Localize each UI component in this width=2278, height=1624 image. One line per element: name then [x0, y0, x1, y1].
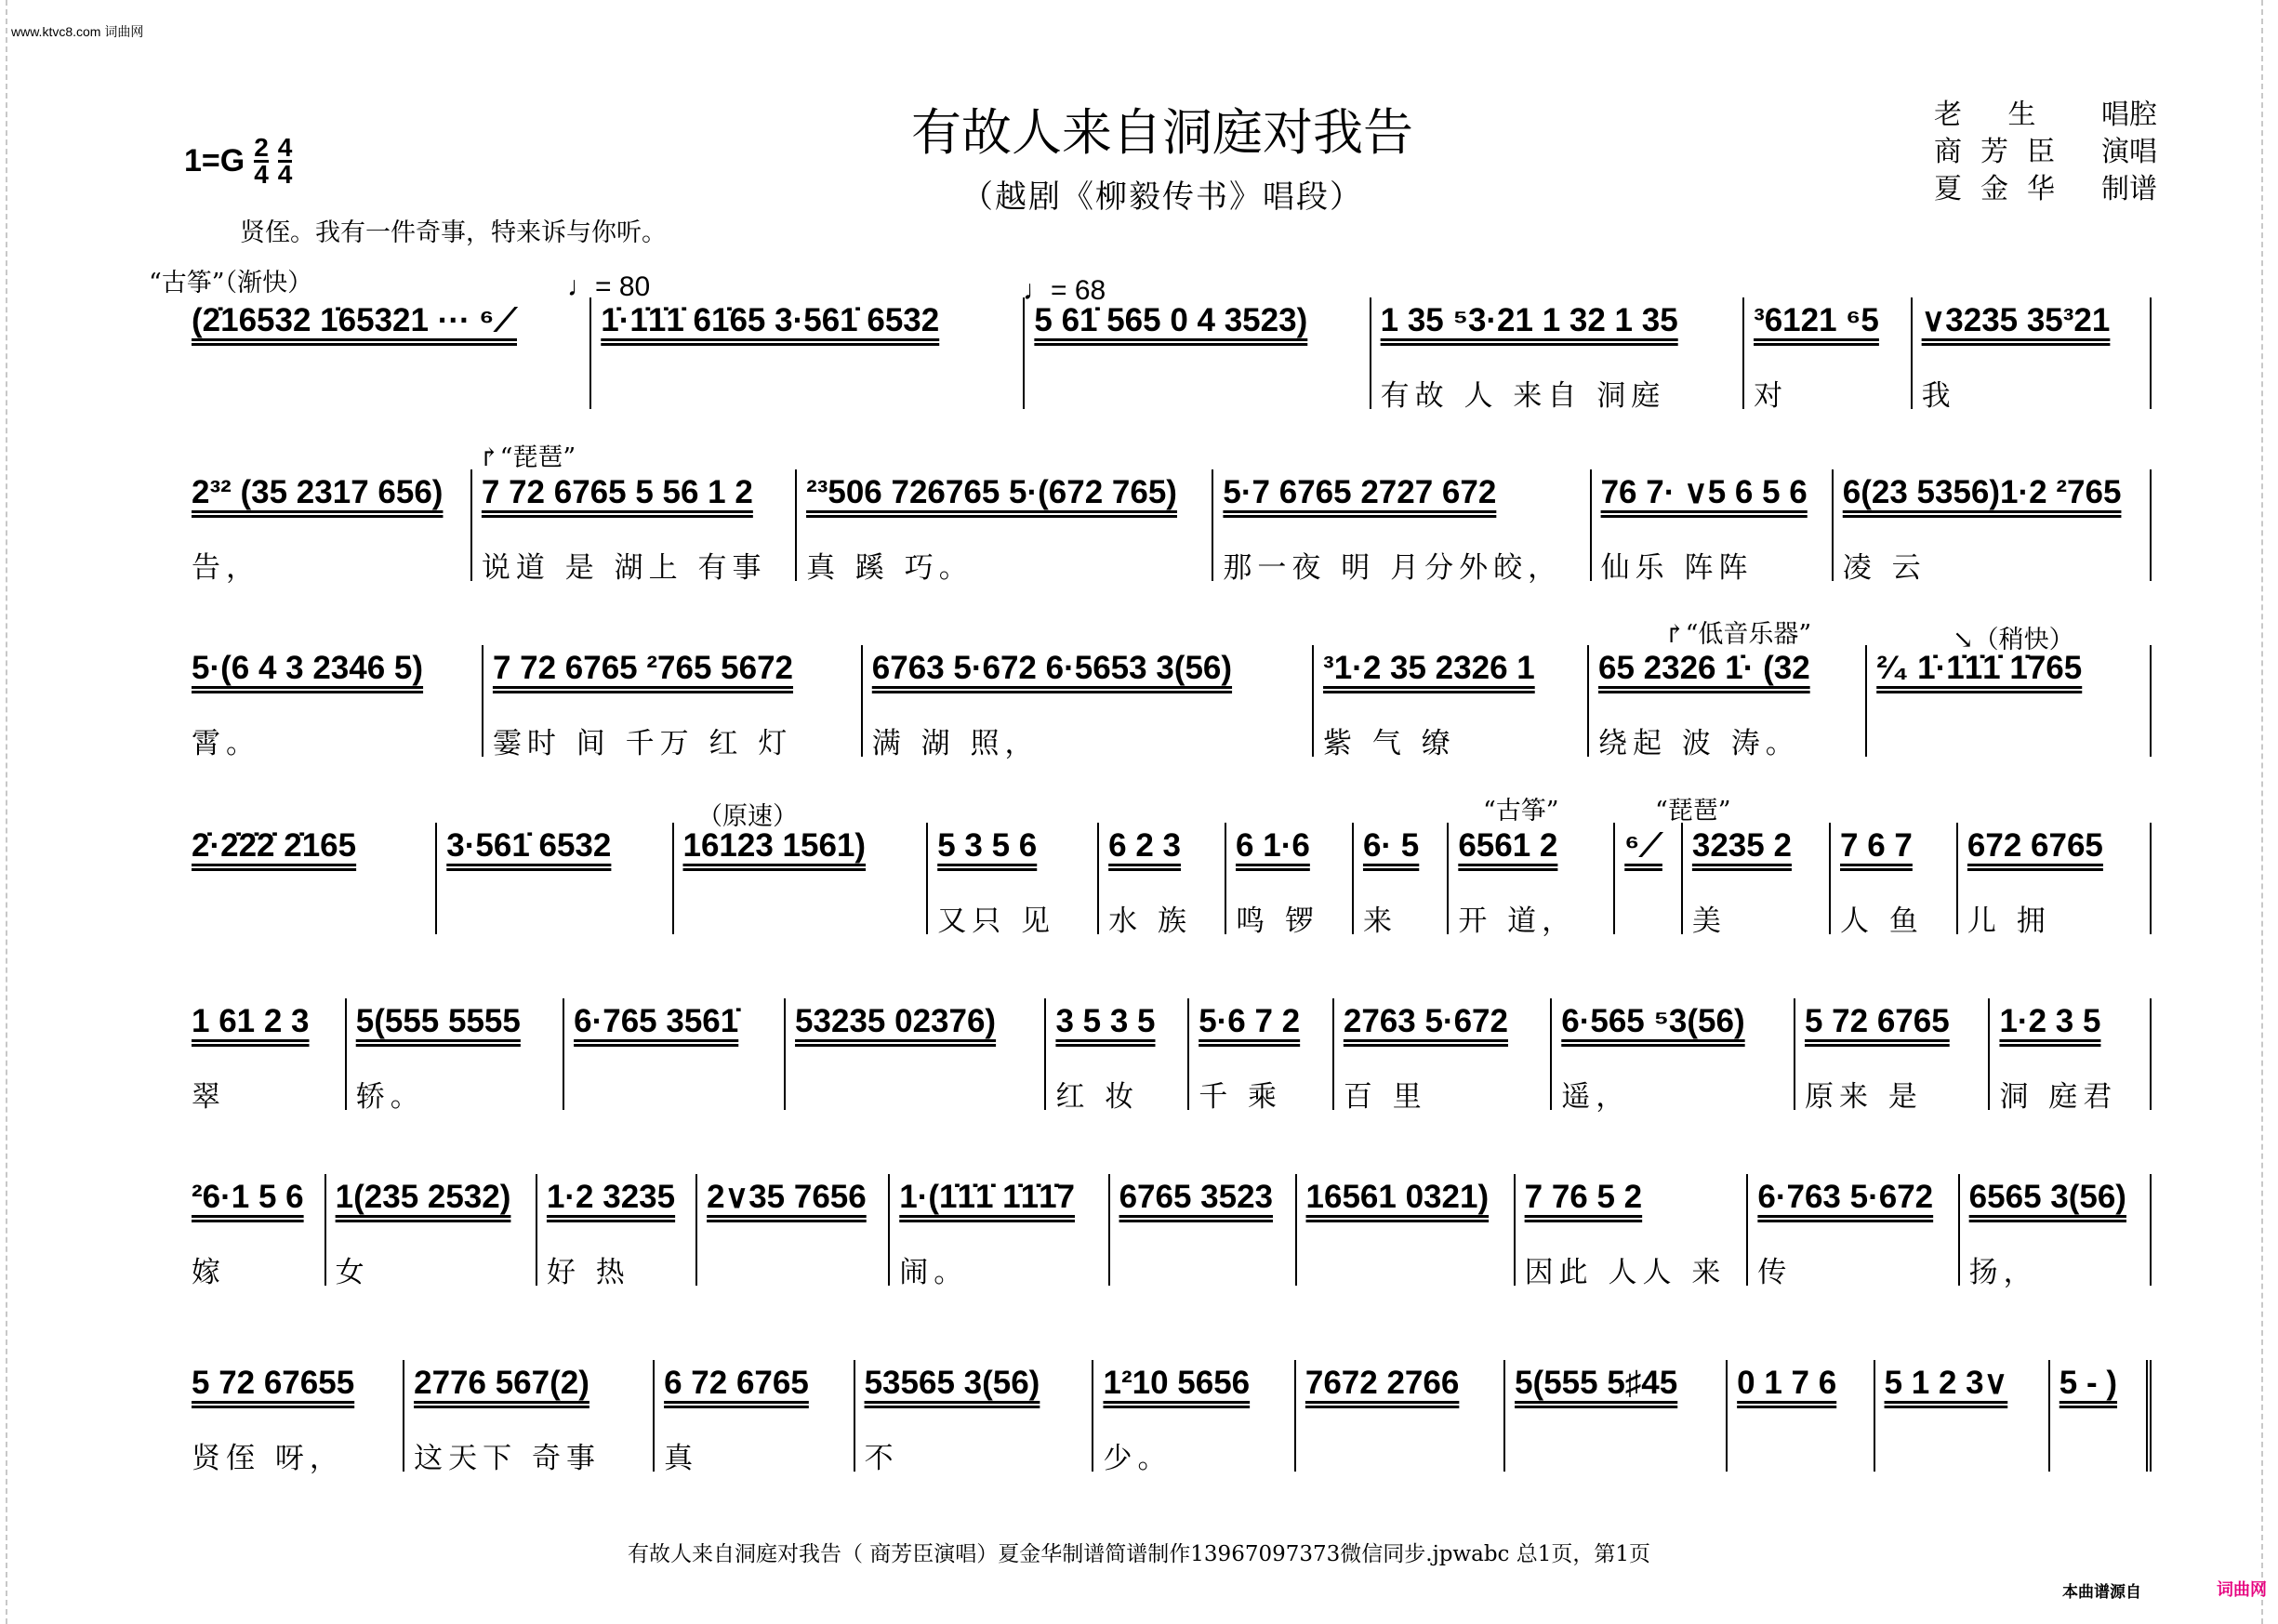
measure-notes: 6561 2	[1458, 827, 1558, 864]
annotation-original-tempo: （原速）	[697, 802, 798, 831]
measure-notes: 7 72 6765 5 56 1 2	[481, 474, 753, 510]
measure-notes: 16123 1561)	[682, 827, 867, 864]
measure	[855, 1360, 1094, 1475]
measure	[1334, 998, 1552, 1114]
time-num: 2	[254, 133, 269, 162]
measure-notes: 76 7· ∨5 6 5 6	[1600, 474, 1808, 510]
measure	[1615, 823, 1683, 934]
measure-lyric: 遥，	[1561, 1080, 1631, 1114]
measure	[1834, 469, 2152, 585]
measure-notes: 16561 0321)	[1305, 1179, 1490, 1215]
measure-notes: 3·561̇ 6532	[446, 827, 612, 864]
time-signature-4-4	[277, 133, 293, 189]
measure	[472, 469, 797, 585]
measure	[1371, 297, 1744, 413]
measure-notes: 7672 2766	[1305, 1365, 1460, 1401]
measure	[1958, 823, 2152, 938]
measure	[437, 823, 673, 934]
measure-notes: 3 5 3 5	[1055, 1003, 1156, 1039]
measure	[1449, 823, 1615, 938]
measure-lyric: 鸣 锣	[1236, 904, 1319, 938]
measure	[786, 998, 1046, 1110]
measure-lyric: 不	[864, 1442, 899, 1475]
measure-notes: ³6121 ⁶5	[1754, 302, 1879, 338]
measure-lyric	[1034, 372, 1359, 409]
spoken-line: 贤侄。我有一件奇事，特来诉与你听。	[240, 218, 667, 247]
measure-notes: 53565 3(56)	[864, 1365, 1040, 1401]
measure	[1683, 823, 1831, 938]
measure	[697, 1174, 890, 1286]
measure-notes: ∨3235 35³21	[1921, 302, 2111, 338]
credit-role: 制谱	[2101, 173, 2157, 205]
song-subtitle: （越剧《柳毅传书》唱段）	[961, 178, 1363, 216]
measure	[863, 645, 1314, 760]
annotation-bass-instruments: ↱“低音乐器”	[1664, 620, 1812, 649]
measure-notes: ⁶⟋	[1624, 827, 1662, 864]
measure-notes: 3235 2	[1691, 827, 1792, 864]
measure-notes: 1 61 2 3	[192, 1003, 310, 1039]
measure-notes: 6·565 ⁵3(56)	[1561, 1003, 1745, 1039]
measure-notes: 7 6 7	[1840, 827, 1913, 864]
measure-notes: 6765 3523	[1119, 1179, 1274, 1215]
time-num: 4	[277, 133, 293, 162]
tempo-80: ♩= 80	[567, 271, 651, 302]
measure-lyric: 红 妆	[1055, 1080, 1140, 1114]
credit-line	[1934, 97, 2157, 134]
measure	[1795, 998, 1990, 1114]
annotation-guzheng: “古筝”	[1483, 797, 1559, 825]
measure-notes: 6· 5	[1362, 827, 1420, 864]
measure-notes: 6 72 6765	[664, 1365, 809, 1401]
measure-lyric: 我	[1921, 379, 1956, 413]
measure	[1516, 1174, 1749, 1289]
measure-lyric	[2059, 1434, 2137, 1472]
measure	[1592, 469, 1834, 585]
measure	[1728, 1360, 1874, 1472]
measure-lyric	[1876, 720, 2140, 757]
measure	[1505, 1360, 1728, 1472]
measure	[655, 1360, 854, 1475]
measure-notes: ²⁄₄ 1̇·1̇1̇1̇ 1̇765	[1876, 650, 2083, 686]
measure	[1354, 823, 1449, 938]
measure-notes: 6 1·6	[1236, 827, 1310, 864]
measure-notes: 0 1 7 6	[1737, 1365, 1837, 1401]
measure	[1025, 297, 1371, 409]
measure	[1875, 1360, 2050, 1472]
measure	[674, 823, 929, 934]
key-signature	[184, 133, 293, 189]
measure	[1990, 998, 2152, 1114]
annotation-pipa: ↱“琵琶”	[479, 443, 576, 472]
song-title: 有故人来自洞庭对我告	[911, 103, 1413, 162]
measure	[182, 823, 437, 934]
right-page-edge	[2261, 0, 2263, 1624]
measure-notes: 2∨35 7656	[707, 1179, 867, 1215]
measure-notes: 2̇·2̇2̇2̇ 2̇165	[192, 827, 357, 864]
measure-lyric	[1624, 897, 1672, 934]
measure	[1589, 645, 1867, 760]
credit-line	[1934, 134, 2157, 171]
measure	[564, 998, 786, 1110]
score-row	[182, 469, 2152, 585]
measure	[1744, 297, 1913, 413]
score-row	[182, 297, 2152, 413]
measure	[1110, 1174, 1297, 1286]
measure	[182, 645, 483, 760]
key-label: 1=G	[184, 143, 245, 178]
score-row	[182, 823, 2152, 938]
measure-notes: 53235 02376)	[795, 1003, 997, 1039]
measure-lyric: 扬，	[1968, 1256, 2038, 1289]
score-row	[182, 1174, 2152, 1289]
measure-lyric: 有故 人 来自 洞庭	[1380, 379, 1666, 413]
measure-lyric: 闹。	[899, 1256, 969, 1289]
measure-lyric	[192, 372, 580, 409]
measure-notes: 1²10 5656	[1103, 1365, 1251, 1401]
measure	[1831, 823, 1958, 938]
score-row	[182, 1360, 2152, 1475]
measure-lyric: 真	[664, 1442, 699, 1475]
measure-lyric	[192, 897, 426, 934]
measure-lyric: 来	[1362, 904, 1397, 938]
measure-notes: 5 - )	[2059, 1365, 2118, 1401]
measure-notes: 1̇·1̇1̇1̇ 61̇65 3·561̇ 6532	[601, 302, 940, 338]
annotation-slightly-faster: ↘（稍快）	[1953, 626, 2074, 654]
measure-lyric: 轿。	[355, 1080, 425, 1114]
measure-lyric: 传	[1757, 1256, 1793, 1289]
measure	[1748, 1174, 1959, 1289]
measure	[182, 998, 347, 1114]
measure-lyric: 开 道，	[1458, 904, 1577, 938]
measure-notes: 2³² (35 2317 656)	[192, 474, 444, 510]
measure-lyric	[1737, 1434, 1863, 1472]
measure	[591, 297, 1025, 409]
measure-lyric: 说道 是 湖上 有事	[481, 551, 767, 585]
measure-notes: 5(555 5♯45	[1515, 1365, 1678, 1401]
measure	[326, 1174, 537, 1289]
measure-lyric: 贤侄 呀，	[192, 1442, 344, 1475]
measure-notes: 5 1 2 3∨	[1884, 1365, 2008, 1401]
measure-notes: 5·7 6765 2727 672	[1223, 474, 1497, 510]
measure-lyric: 霎时 间 千万 红 灯	[492, 727, 793, 760]
measure-notes: 5(555 5555	[355, 1003, 521, 1039]
site-watermark: www.ktvc8.com 词曲网	[11, 24, 144, 39]
tempo-68: ♩= 68	[1023, 275, 1106, 306]
measure-lyric	[1885, 1434, 2039, 1472]
measure-lyric: 告，	[192, 551, 260, 585]
measure-notes: 2763 5·672	[1343, 1003, 1508, 1039]
score-row	[182, 645, 2152, 760]
measure-lyric	[707, 1248, 879, 1286]
annotation-pipa-2: “琵琶”	[1655, 797, 1731, 825]
left-page-edge	[6, 0, 7, 1624]
measure-notes: 5 72 6765	[1804, 1003, 1950, 1039]
measure-lyric: 因此 人人 来	[1524, 1256, 1727, 1289]
measure	[483, 645, 863, 760]
measure-lyric	[795, 1073, 1035, 1110]
credit-role: 演唱	[2101, 136, 2157, 168]
measure-lyric	[446, 897, 662, 934]
measure-lyric	[574, 1073, 775, 1110]
measure	[1226, 823, 1354, 938]
measure-notes: ²6·1 5 6	[192, 1179, 304, 1215]
measure-notes: 1(235 2532)	[335, 1179, 511, 1215]
measure-lyric	[1305, 1434, 1494, 1472]
measure	[1297, 1174, 1516, 1286]
measure-notes: 5·6 7 2	[1199, 1003, 1301, 1039]
measure	[404, 1360, 655, 1475]
measure-notes: 6·763 5·672	[1757, 1179, 1934, 1215]
measure	[1913, 297, 2152, 413]
measure-lyric: 人 鱼	[1840, 904, 1924, 938]
measure	[928, 823, 1099, 938]
measure-lyric: 嫁	[192, 1256, 226, 1289]
measure-notes: 7 72 6765 ²765 5672	[492, 650, 794, 686]
measure-lyric: 女	[335, 1256, 370, 1289]
measure	[1189, 998, 1334, 1114]
measure	[1867, 645, 2152, 757]
time-den: 4	[277, 160, 293, 189]
measure-notes: 672 6765	[1967, 827, 2103, 864]
measure-lyric: 紫 气 缭	[1323, 727, 1456, 760]
measure	[890, 1174, 1109, 1289]
measure-lyric: 少。	[1103, 1442, 1172, 1475]
credit-role: 唱腔	[2101, 99, 2157, 131]
measure-lyric: 霄。	[192, 727, 260, 760]
time-den: 4	[254, 160, 269, 189]
measure-lyric: 洞 庭君	[1999, 1080, 2118, 1114]
credit-name: 老 生	[1934, 99, 2055, 131]
measure-lyric: 百 里	[1343, 1080, 1427, 1114]
brand-logo: 词曲网	[2217, 1580, 2267, 1600]
measure-notes: 5 3 5 6	[937, 827, 1038, 864]
time-signature-2-4	[254, 133, 269, 189]
measure-lyric: 翠	[192, 1080, 226, 1114]
measure-lyric	[683, 897, 918, 934]
measure-notes: 65 2326 1̇· (32	[1597, 650, 1810, 686]
measure	[182, 469, 472, 585]
measure	[1213, 469, 1591, 585]
measure-notes: ²³506 726765 5·(672 765)	[806, 474, 1177, 510]
measure	[1552, 998, 1795, 1114]
measure	[797, 469, 1213, 585]
measure-notes: 1 35 ⁵3·21 1 32 1 35	[1380, 302, 1678, 338]
measure	[182, 1174, 326, 1289]
measure	[2050, 1360, 2152, 1472]
measure	[1314, 645, 1589, 760]
credit-name: 夏金华	[1934, 173, 2073, 205]
measure-notes: 6565 3(56)	[1968, 1179, 2126, 1215]
measure-lyric: 绕起 波 涛。	[1597, 727, 1800, 760]
measure-lyric	[1119, 1248, 1286, 1286]
measure-lyric: 千 乘	[1199, 1080, 1283, 1114]
measure-lyric: 真 蹊 巧。	[806, 551, 973, 585]
measure	[537, 1174, 697, 1289]
measure-notes: 7 76 5 2	[1524, 1179, 1643, 1215]
measure-lyric: 又只 见	[937, 904, 1056, 938]
measure-notes: 5 61̇ 565 0 4 3523)	[1034, 302, 1308, 338]
measure-lyric: 原来 是	[1804, 1080, 1923, 1114]
measure-notes: ³1·2 35 2326 1	[1323, 650, 1535, 686]
measure-notes: 6763 5·672 6·5653 3(56)	[871, 650, 1233, 686]
score-row	[182, 998, 2152, 1114]
measure	[182, 297, 591, 409]
measure-lyric	[601, 372, 1013, 409]
measure	[1960, 1174, 2152, 1289]
measure-lyric: 凌 云	[1842, 551, 1927, 585]
measure-notes: 5·(6 4 3 2346 5)	[192, 650, 424, 686]
measure-lyric: 儿 拥	[1967, 904, 2051, 938]
measure-notes: 1·2 3 5	[1999, 1003, 2101, 1039]
credits	[1934, 97, 2157, 208]
measure-notes: 2776 567(2)	[414, 1365, 589, 1401]
measure-notes: (2̇16532 1̇65321 ··· ⁶⟋	[192, 302, 517, 338]
measure-notes: 5 72 67655	[192, 1365, 355, 1401]
measure-notes: 6·765 3561̇	[574, 1003, 739, 1039]
measure-lyric	[1515, 1434, 1716, 1472]
source-label: 本曲谱源自	[2062, 1583, 2141, 1602]
credit-line	[1934, 171, 2157, 208]
measure-notes: 6(23 5356)1·2 ²765	[1842, 474, 2122, 510]
measure	[1093, 1360, 1295, 1475]
measure-lyric: 水 族	[1108, 904, 1192, 938]
measure	[1296, 1360, 1505, 1472]
measure-notes: 1·(1̇1̇1̇ 1̇1̇1̇7	[899, 1179, 1076, 1215]
credit-name: 商芳臣	[1934, 136, 2073, 168]
measure-lyric: 对	[1754, 379, 1789, 413]
footer: 有故人来自洞庭对我告（ 商芳臣演唱）夏金华制谱简谱制作13967097373微信同步.jpwabc 总1页，第1页	[627, 1542, 1651, 1566]
measure-lyric: 好 热	[546, 1256, 630, 1289]
measure-notes: 6 2 3	[1108, 827, 1181, 864]
measure-lyric: 满 湖 照，	[871, 727, 1040, 760]
measure-notes: 1·2 3235	[546, 1179, 676, 1215]
measure	[1046, 998, 1189, 1114]
measure-lyric: 美	[1691, 904, 1727, 938]
measure-lyric	[1306, 1248, 1504, 1286]
measure	[1099, 823, 1226, 938]
measure-lyric: 仙乐 阵阵	[1600, 551, 1754, 585]
measure-lyric: 那一夜 明 月分外皎，	[1223, 551, 1563, 585]
measure	[182, 1360, 404, 1475]
measure	[347, 998, 564, 1114]
measure-lyric: 这天下 奇事	[414, 1442, 601, 1475]
annotation-guzheng-accel: “古筝”（渐快）	[149, 269, 313, 297]
